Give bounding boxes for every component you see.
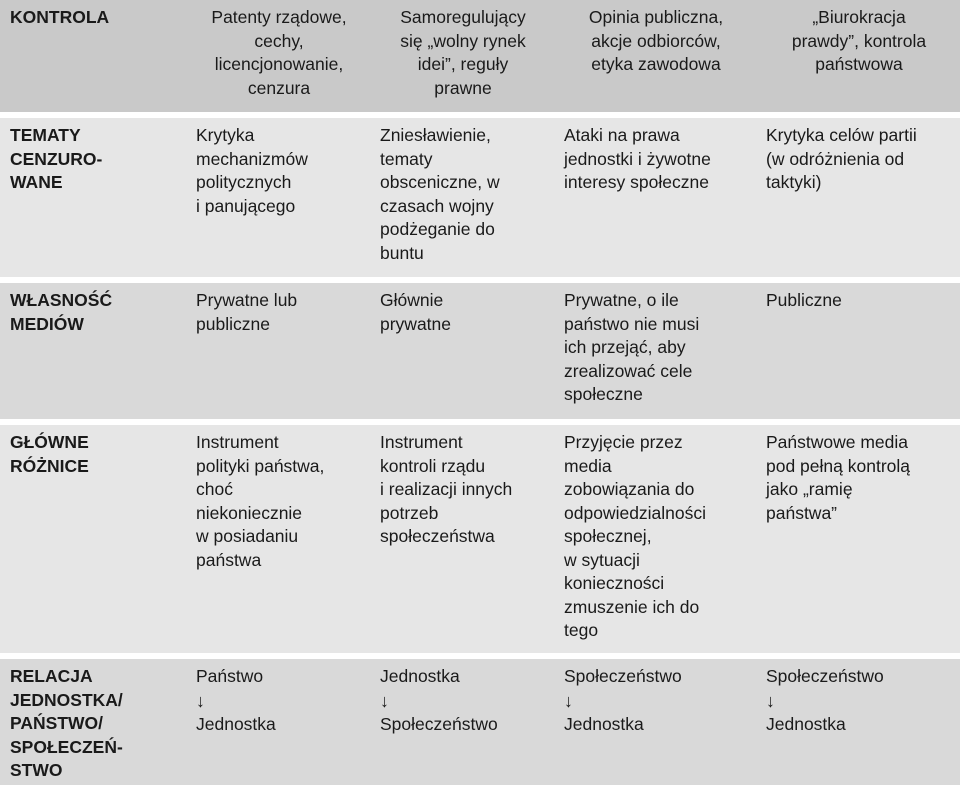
cell-text-line: MEDIÓW xyxy=(10,313,84,334)
cell-text-line: Społeczeństwo xyxy=(564,666,682,686)
table-cell xyxy=(186,422,370,656)
cell-text-line: licencjonowanie, xyxy=(214,54,344,74)
cell-text-line: Samoregulujący xyxy=(400,7,526,27)
cell-text-line: jako „ramię xyxy=(766,479,853,499)
cell-text-line: i realizacji innych xyxy=(380,479,513,499)
cell-text-line: społeczeństwa xyxy=(380,526,495,546)
cell-text-line: Opinia publiczna, xyxy=(588,7,724,27)
cell-text-line: czasach wojny xyxy=(380,195,494,216)
cell-text-line: RÓŻNICE xyxy=(10,455,89,476)
table-cell xyxy=(756,280,960,422)
down-arrow-icon: ↓ xyxy=(380,690,389,711)
cell-text-line: TEMATY xyxy=(10,125,81,145)
cell-text-line: buntu xyxy=(380,242,424,263)
cell-text-line: prywatne xyxy=(380,313,452,334)
cell-text-line: pod pełną kontrolą xyxy=(766,455,910,476)
cell-text-line: JEDNOSTKA/ xyxy=(10,689,123,710)
table-cell xyxy=(756,656,960,785)
cell-text-line: Krytyka celów partii xyxy=(766,125,917,145)
cell-text-line: Społeczeństwo xyxy=(380,713,498,734)
cell-text-line: STWO xyxy=(10,760,63,780)
cell-text-line: Jednostka xyxy=(380,666,460,686)
cell-text-line: idei”, reguły xyxy=(417,54,509,74)
table-cell xyxy=(756,0,960,115)
cell-text-line: obsceniczne, w xyxy=(380,172,500,192)
cell-text-line: tego xyxy=(564,620,599,640)
cell-text-line: zrealizować cele xyxy=(564,360,693,381)
cell-text-line: Społeczeństwo xyxy=(766,666,884,686)
cell-text-line: podżeganie do xyxy=(380,219,495,239)
cell-text-line: Państwo xyxy=(196,666,264,686)
table-cell xyxy=(756,115,960,280)
cell-text-line: prawne xyxy=(434,77,492,98)
row-header xyxy=(0,422,186,656)
cell-text-line: mechanizmów xyxy=(196,148,308,169)
table-cell xyxy=(186,656,370,785)
table-cell xyxy=(370,656,554,785)
table-cell xyxy=(370,422,554,656)
table-row-wlasnosc-mediow xyxy=(0,280,960,422)
cell-text-line: WŁASNOŚĆ xyxy=(10,290,113,310)
cell-text-line: Prywatne, o ile xyxy=(564,290,679,310)
table-cell xyxy=(554,656,756,785)
cell-text-line: państwa xyxy=(196,549,262,570)
cell-text-line: Zniesławienie, xyxy=(380,125,491,145)
cell-text-line: cenzura xyxy=(247,77,311,98)
cell-text-line: Prywatne lub xyxy=(196,290,298,310)
down-arrow-icon: ↓ xyxy=(766,690,775,711)
cell-text-line: Instrument xyxy=(380,432,463,452)
cell-text-line: RELACJA xyxy=(10,666,93,686)
table-cell xyxy=(186,280,370,422)
cell-text-line: Krytyka xyxy=(196,125,255,145)
cell-text-line: kontroli rządu xyxy=(380,455,486,476)
cell-text-line: politycznych xyxy=(196,172,292,192)
cell-text-line: choć xyxy=(196,479,233,499)
cell-text-line: polityki państwa, xyxy=(196,455,325,476)
cell-text-line: państwowa xyxy=(815,54,903,74)
cell-text-line: Publiczne xyxy=(766,290,842,310)
table-row-relacja xyxy=(0,656,960,785)
cell-text-line: konieczności xyxy=(564,573,665,593)
cell-text-line: Jednostka xyxy=(564,713,644,734)
table-cell xyxy=(370,115,554,280)
cell-text-line: Ataki na prawa xyxy=(564,125,680,145)
row-header xyxy=(0,280,186,422)
cell-text-line: państwa” xyxy=(766,502,838,523)
table-cell xyxy=(554,115,756,280)
row-header xyxy=(0,0,186,115)
cell-text-line: interesy społeczne xyxy=(564,172,709,192)
cell-text-line: państwo nie musi xyxy=(564,313,700,334)
table-row-kontrola xyxy=(0,0,960,115)
cell-text-line: społecznej, xyxy=(564,526,652,546)
table-cell xyxy=(554,0,756,115)
cell-text-line: zmuszenie ich do xyxy=(564,596,700,617)
table-row-tematy-cenzurowane xyxy=(0,115,960,280)
cell-text-line: KONTROLA xyxy=(10,7,110,27)
cell-text-line: Przyjęcie przez xyxy=(564,432,683,452)
cell-text-line: taktyki) xyxy=(766,172,822,192)
table-row-glowne-roznice xyxy=(0,422,960,656)
cell-text-line: „Biurokracja xyxy=(812,7,906,27)
cell-text-line: GŁÓWNE xyxy=(10,432,89,452)
cell-text-line: cechy, xyxy=(254,30,304,51)
cell-text-line: niekoniecznie xyxy=(196,502,303,523)
cell-text-line: etyka zawodowa xyxy=(591,54,721,74)
cell-text-line: Jednostka xyxy=(196,713,276,734)
cell-text-line: WANE xyxy=(10,172,63,192)
cell-text-line: się „wolny rynek xyxy=(400,30,526,51)
table-cell xyxy=(186,0,370,115)
cell-text-line: SPOŁECZEŃ- xyxy=(10,736,123,757)
down-arrow-icon: ↓ xyxy=(564,690,573,711)
cell-text-line: CENZURO- xyxy=(10,148,103,169)
cell-text-line: Państwowe media xyxy=(766,432,909,452)
table-cell xyxy=(756,422,960,656)
cell-text-line: prawdy”, kontrola xyxy=(791,30,927,51)
cell-text-line: społeczne xyxy=(564,384,643,404)
cell-text-line: (w odróżnienia od xyxy=(766,148,905,169)
cell-text-line: jednostki i żywotne xyxy=(564,148,711,169)
cell-text-line: potrzeb xyxy=(380,502,439,523)
cell-text-line: Instrument xyxy=(196,432,279,452)
table-cell xyxy=(370,0,554,115)
cell-text-line: publiczne xyxy=(196,313,270,334)
cell-text-line: Jednostka xyxy=(766,713,846,734)
row-header xyxy=(0,656,186,785)
cell-text-line: Głównie xyxy=(380,290,444,310)
cell-text-line: tematy xyxy=(380,148,433,169)
cell-text-line: w posiadaniu xyxy=(196,526,299,546)
table-cell xyxy=(554,422,756,656)
cell-text-line: PAŃSTWO/ xyxy=(10,713,104,733)
cell-text-line: odpowiedzialności xyxy=(564,502,707,523)
cell-text-line: ich przejąć, aby xyxy=(564,337,686,357)
cell-text-line: akcje odbiorców, xyxy=(591,30,721,51)
cell-text-line: Patenty rządowe, xyxy=(211,7,347,27)
table-cell xyxy=(186,115,370,280)
down-arrow-icon: ↓ xyxy=(196,690,205,711)
cell-text-line: i panującego xyxy=(196,195,296,216)
cell-text-line: zobowiązania do xyxy=(564,479,695,499)
cell-text-line: w sytuacji xyxy=(564,549,640,570)
table-cell xyxy=(370,280,554,422)
row-header xyxy=(0,115,186,280)
table-cell xyxy=(554,280,756,422)
cell-text-line: media xyxy=(564,455,612,476)
